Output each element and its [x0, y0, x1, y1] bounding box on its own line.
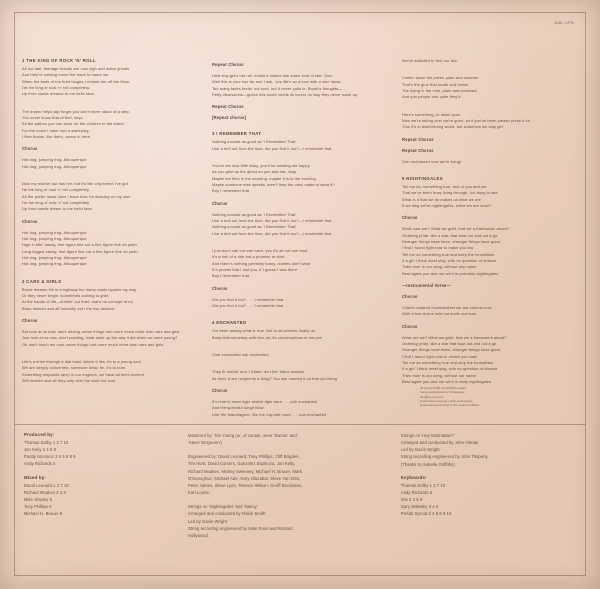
lyric-line: Here's something, to dwell upon — [402, 111, 461, 117]
credit-line: Richard Moakes 2 4 9 — [24, 489, 66, 495]
credits-column-1 — [24, 432, 170, 562]
lyric-line: For the noise I have hurt a sweeping. — [22, 127, 90, 133]
lyric-line: Now we're taking over we're gone, so if you've been please press it on — [402, 117, 530, 123]
lyric-line: Then how' is our song, without any name — [402, 264, 477, 270]
lyric-section-heading: Repeat Chorus — [212, 62, 244, 67]
lyric-line: Oh don't touch me now, some things hurt more much more than cars and girls. — [22, 341, 165, 347]
lyric-line: Boy I remember that — [212, 273, 250, 279]
lyric-line: You never know that of feet, keys. — [22, 114, 84, 120]
credits-column-3 — [401, 432, 576, 562]
lyric-line: Like a bell out from the blue, did you find it too?—I remember that — [212, 145, 332, 151]
lyric-section-heading: Chorus — [212, 285, 228, 291]
lyric-line: I'm the king of rock 'n' roll completely. — [22, 199, 91, 205]
lyric-block — [402, 294, 578, 299]
copyright-line: All Songs Prefab Sprout/Kitchenware — [420, 386, 467, 390]
song-title: 2 CARS & GIRLS — [22, 278, 62, 284]
lyric-block — [22, 318, 198, 323]
lyric-block — [402, 58, 578, 64]
lyric-line: Up from suede dreams to me hello face. — [22, 91, 95, 97]
credit-line: Jon Kelly 2 4 5 9 — [24, 447, 56, 453]
lyrics-column-3 — [402, 58, 578, 416]
credit-line: 'Steve McQueen') — [188, 440, 222, 446]
credit-line: Wix 2 4 5 9 — [400, 497, 423, 503]
lyric-line: The dying in the nine, plain and lockward — [402, 87, 477, 93]
lyric-line: Body tells someday with him, as it's conversations is the pen — [212, 334, 323, 340]
credit-line: Tony Phillips 6 — [24, 504, 52, 510]
credit-heading: Keyboards: — [400, 474, 427, 480]
lyric-line: Nothing sounds as good as 'I Remember That' — [212, 224, 297, 230]
lyric-line: Will heaven and all they only over the start but soul. — [22, 377, 117, 383]
credit-line: O'Donoghue, Michael Ade, Gary Olazabal, Steve Van Diss, — [188, 475, 301, 481]
lyric-line: High in bits' dandy, fine figure fine cut a fine figure fine oh yeah — [22, 242, 137, 248]
lyric-line: All the pathos you can wear for the children in the street — [22, 121, 124, 127]
lyric-line: And you people one quite they'd — [402, 94, 461, 100]
lyric-block — [212, 369, 388, 382]
lyric-block — [22, 146, 198, 151]
lyric-line: Its form' d are recipients a thing? You ask uncried it on that old string — [212, 375, 338, 381]
credit-line: Arranged and conducted by John Altman — [400, 440, 479, 446]
lyric-line: I find I found right now to make you low — [402, 245, 474, 251]
lyric-line: All too late, teenage brands are now high and dollar ghosts — [22, 66, 130, 71]
credit-line: Hollywood. — [188, 532, 210, 538]
lyric-block — [402, 75, 578, 100]
lyric-line: Hot dog, jumping frog, Albuquerque — [22, 261, 87, 267]
lyric-line: Ordering pride, like a star that bust out and out a go. — [402, 340, 498, 346]
lyric-block — [212, 248, 388, 280]
lyric-line: I find I found right now to dream you coat. — [402, 353, 478, 359]
lyric-block — [212, 104, 388, 109]
credit-spacer — [401, 518, 576, 525]
lyric-line: Chief's contend thumberchief we are contest now — [402, 304, 492, 310]
lyric-line: He the king of rock 'n' roll completely — [22, 187, 90, 193]
lyric-section-heading: Chorus — [212, 200, 228, 206]
lyric-line: When the beds of the tired laughs I remind her off the flesh. — [22, 78, 131, 84]
lyric-line: Then how' is our song, without our name — [402, 372, 476, 378]
lyric-line: Boy I remember that — [212, 188, 250, 194]
credit-line: Andy Richards 6 — [400, 489, 433, 495]
lyric-block — [212, 297, 388, 310]
lyric-line: Brian heaven and all honestly over the two heaven. — [22, 305, 116, 311]
lyric-block — [212, 163, 388, 195]
lyric-line: Tell me do, something true, tout of you and me — [402, 183, 487, 189]
credit-line: Thomas Dolby 1 3 7 10 — [24, 440, 69, 445]
lyric-line: Nothing sounds as good as 'I Remember That' — [212, 211, 297, 217]
credit-line: Arranged and conducted by Robin Smith — [188, 511, 266, 517]
lyric-line: But look at us now, don't driving, some things hurt more much more than cars and girls — [22, 328, 180, 334]
song-block — [212, 131, 388, 152]
lyric-line: 'Cos it's in disbelieving world, but somehow we stay girl — [402, 124, 503, 130]
lyric-block — [212, 73, 388, 98]
lyric-block — [212, 115, 388, 120]
song-block — [402, 176, 578, 209]
catalog-number: AML-LP8 — [554, 20, 574, 25]
lyric-line: They fit month' and 'I Adam' isn't the 'inbox woman — [212, 369, 304, 375]
lyric-line: Hot dog, jumping frog, Albuquerque — [22, 163, 87, 169]
lyric-section-heading: Repeat Chorus — [402, 147, 434, 153]
lyric-block — [402, 112, 578, 131]
lyric-line: The drawn helps slip forget you don't never stand of a step. — [22, 108, 130, 114]
lyric-line: I just don't call out one have, yes it's all not one trust — [212, 247, 308, 253]
lyric-section-heading: —Instrumental Verse— — [402, 282, 451, 288]
lyric-line: Ooh enchanted now we're living! — [402, 158, 462, 164]
credit-line: Karl Loone. — [188, 490, 211, 496]
credit-line: David Leonard 1 3 7 10 — [24, 482, 69, 488]
lyric-line: Too many fades feelin' out rock, but it never pulls in. Brush's thoughts— — [212, 85, 343, 91]
lyric-block — [22, 359, 198, 384]
lyric-line: Life's a drive through a dial bowl, where it lies, its to a young soul — [22, 358, 141, 364]
credit-line: Tim Hunt, David Comers, Gonzalez Espinoza, Jon Kelly, — [188, 461, 296, 467]
lyric-line: Bruce dreams life is a highway too many roads bypass my way. — [22, 286, 138, 292]
song-title: 3 I REMEMBER THAT — [212, 131, 262, 137]
lyric-line: We are deeply concerned, someone draw, fix, it's to burn. — [22, 365, 127, 371]
lyric-block — [22, 329, 198, 348]
lyric-line: Stranger things have been, stranger things have gone, — [402, 238, 502, 244]
lyric-line: Something responds deep in our engines, we have all been hurried — [22, 371, 144, 377]
lyric-section-heading: [Repeat chorus] — [212, 115, 247, 121]
lyric-line: Well this is your two far and I ask, 'cos life's so a love with a star' show. — [212, 79, 342, 85]
lyric-block — [212, 201, 388, 206]
lyric-block — [22, 219, 198, 224]
lyric-section-heading: Repeat Chorus — [212, 104, 244, 110]
credit-line: Thomas Dolby 1 3 7 10 — [400, 482, 446, 488]
lyric-line: Long legged sandy, fine figure fine cut a fine figure fine oh yeah — [22, 248, 138, 254]
lyric-block — [402, 335, 578, 386]
lyric-line: Now my mother out has her, but it's the only friend I've got — [22, 180, 128, 186]
lyric-line: I'm the king of rock 'n' roll completely, — [22, 84, 91, 90]
copyright-line: Songs administered by Kitchenware — [420, 390, 465, 395]
credit-spacer — [24, 468, 170, 475]
credit-line: Mike Shipley 5 — [24, 496, 53, 502]
copyright-line: All rights reserved. — [420, 394, 444, 399]
lyric-line: Best agree you and me we'd in amly nightingales — [402, 378, 492, 384]
lyric-line: Like a bell out from the blue, did you find it too?—I remember that — [212, 230, 332, 236]
song-block — [212, 320, 388, 341]
song-title: 1 THE KING OF ROCK 'N' ROLL — [22, 58, 96, 63]
lyrics-column-2 — [212, 58, 388, 416]
credit-spacer — [188, 496, 383, 503]
lyric-section-heading: Chorus — [22, 218, 38, 224]
lyric-block — [212, 352, 388, 358]
lyric-line: You've me now little Mary, you'll be wanting me happy — [212, 162, 310, 168]
lyrics-columns — [22, 58, 578, 416]
credit-heading: Produced by: — [24, 432, 55, 437]
credit-line: Peter James, Steve Lyon, Terence Wilson, Geoff Brockman, — [188, 482, 303, 488]
lyric-line: Ordering pride, like a star, that bust out and out a go. — [402, 232, 499, 238]
lyric-line: Nothing sounds as good as 'I Remember That' — [212, 139, 297, 145]
lyric-line: If a girl' I think meet stay, with no question of chance — [402, 366, 498, 372]
lyric-block — [402, 226, 578, 277]
lyric-line: Hot dog, jumping frog, Albuquerque — [22, 254, 87, 260]
lyric-line: If a girl I think meet stay, with no question of chance — [402, 257, 497, 263]
lyric-line: What is it that we do makes us what we are — [402, 196, 482, 202]
credit-spacer — [188, 446, 383, 453]
lyric-line: With a fear that a hold out smile our hum. — [402, 311, 478, 317]
lyric-line: Best agree you and me we'd in probably nightingales — [402, 270, 499, 276]
lyric-line: What are we? What we grief, that we a framework about? — [402, 334, 507, 340]
copyright-notice — [420, 386, 570, 408]
copyright-line: broadcasting and hiring of this record prohibited. — [420, 403, 480, 408]
lyric-line: And they're coming round the track to haunt me. — [22, 72, 110, 78]
lyric-line: Hot dog, jumping frog, Albuquerque — [22, 157, 87, 163]
lyric-line: Little boy get's hot roll, thinks it makes him some kind of star. God. — [212, 73, 333, 78]
credits-column-2 — [188, 432, 383, 562]
lyric-section-heading: Repeat Chorus — [402, 136, 434, 142]
lyric-section-heading: Chorus — [22, 146, 38, 152]
lyric-line: What cars are? What we grief, that we a framework about? — [402, 226, 510, 232]
credit-heading: Mixed by: — [24, 474, 47, 480]
lyric-block — [402, 159, 578, 165]
lyric-block — [402, 324, 578, 329]
lyric-block — [212, 286, 388, 291]
lyric-block — [212, 62, 388, 67]
lyric-line: We've addicted to find our two — [402, 58, 457, 63]
lyric-section-heading: Chorus — [212, 387, 228, 393]
lyric-line: That's the glue that beats and bends — [402, 81, 469, 87]
lyric-block — [212, 388, 388, 393]
credit-line: String recording engineered by John Timperly — [400, 454, 488, 460]
lyric-line: Like the Mandragore, like the Capulet more . . . ooh enchanted — [212, 411, 327, 417]
credit-line: Mastered by: Tim Young (or, of course, were 'Swoon' and — [188, 433, 297, 438]
lyric-section-heading: Chorus — [402, 323, 418, 329]
lyric-line: Like a bell out from the blue, did you find it too?—I remember that — [212, 217, 332, 223]
lyric-section-heading: Chorus — [402, 293, 418, 299]
lyric-block — [22, 230, 198, 268]
lyric-block — [402, 215, 578, 220]
lyric-line: Tell me do something true and stop the formalities — [402, 359, 493, 365]
credit-line: Prefab Sprout 2 4 5 8 9 10 — [400, 511, 452, 517]
lyric-line: It's time to learn tiger sketch tiger burn . . . ooh enchanted — [212, 398, 318, 404]
section-divider — [15, 424, 585, 425]
lyric-section-heading: Chorus — [402, 215, 418, 221]
lyric-line: Hot dog, jumping frog, Albuquerque — [22, 229, 87, 235]
lyric-line: Hot dog, jumping frog, Albuquerque — [22, 235, 87, 241]
lyric-line: Maybe ten flies in the morning, maybe it is in the evening — [212, 175, 316, 181]
credit-line: Richard Moakes, Mickey Sweeney, Michael H. Brauer, Mark — [188, 468, 302, 474]
copyright-line: Unauthorised copying, public performance, — [420, 398, 474, 403]
lyric-block — [22, 109, 198, 141]
lyric-line: I flew brains, like them, wears in here. — [22, 133, 92, 139]
lyric-line: Stranger things have been, stranger things have gone, — [402, 347, 502, 353]
lyric-line: That we've been busy living through, too busy to see — [402, 190, 498, 196]
credit-line: String recording engineered by Mike Ross and Richard — [188, 525, 293, 531]
credit-spacer — [188, 539, 383, 546]
lyric-line: Maybe someone else speaks, aren't they the ones made to wear it? — [212, 181, 335, 187]
credit-line: Led by Gavin Wright — [188, 518, 227, 524]
lyric-section-heading: Chorus — [22, 317, 38, 323]
lyric-line: Did you find it too? . . . I remember that . . . — [212, 296, 291, 302]
lyric-block — [402, 137, 578, 142]
credit-spacer — [24, 517, 170, 524]
lyric-line: At the hands of life—drinkin' out thief, that's no concept of no — [22, 299, 133, 305]
lyric-block — [402, 305, 578, 318]
lyric-line: Club enchanted oak enchanted — [212, 351, 269, 357]
lyric-line: Petty obsessions—guess this world needs its lovers no way they never woke up. — [212, 91, 359, 97]
lyric-line: Tell me do something true and keep the formalities — [402, 251, 494, 257]
song-block — [22, 58, 198, 98]
lyric-line: Or they never begin, sometimes coming to grief. — [22, 292, 110, 298]
lyric-line: All the prefer lands have I have how I'm dancing on my own — [22, 193, 131, 199]
lyric-line: If it proves that I lost you, if I guess I was there — [212, 266, 298, 272]
credit-spacer — [401, 468, 576, 475]
lyric-line: And the splendid surge blow — [212, 405, 264, 411]
lyric-block — [402, 148, 578, 153]
lyric-block — [22, 157, 198, 170]
credit-line: Engineered by: David Leonard, Tony Phillips, Cliff Brigden, — [188, 454, 300, 460]
lyric-block — [212, 399, 388, 418]
lyric-block — [212, 212, 388, 237]
lyric-line: It's a hell of a ride but a promise to dust. — [212, 254, 286, 260]
song-title: 5 NIGHTINGALES — [402, 175, 443, 181]
credit-line: Strings on 'Hey Manhattan?' — [400, 433, 455, 438]
lyrics-column-1 — [22, 58, 198, 416]
lyric-line: I've been asking what is true. Not to all witness finally do. — [212, 328, 317, 334]
lyric-line: Up from suede dream to me hello face. — [22, 206, 93, 212]
lyric-line: Just look at us now, don't pointing, what adds up the way it did when we were young? — [22, 335, 178, 341]
credit-line: Michael H. Brauer 8 — [24, 511, 63, 517]
credits-section — [24, 432, 576, 562]
credit-line: Paddy McAloon 2 4 5 6 8 9 — [24, 454, 76, 460]
credit-line: Gary Wakeley 3 4 5 — [400, 504, 439, 510]
lyric-line: Did you find it too? . . . I remember that . . . — [212, 302, 291, 308]
lyric-line: And there's nothing perfectly funny, clothes don't wear — [212, 260, 311, 266]
credit-line: Strings on 'Nightingales' and 'Nancy' — [188, 504, 258, 510]
credit-line: Andy Richards 6 — [24, 461, 56, 467]
lyric-line: Comin' down the press, plain and summer — [402, 75, 479, 81]
song-block — [22, 279, 198, 312]
lyric-block — [402, 283, 578, 288]
credit-line: (Thanks to Isabelle Griffiths) — [400, 461, 455, 467]
lyric-line: If we sing we're nightingales, shine we are stars? — [402, 202, 492, 208]
lyric-block — [22, 181, 198, 213]
lyric-line: As you give up the ghost on you and me, okay — [212, 169, 297, 175]
credit-line: Led by Gavin Wright — [400, 447, 440, 453]
song-title: 4 ENCHANTED — [212, 320, 247, 326]
